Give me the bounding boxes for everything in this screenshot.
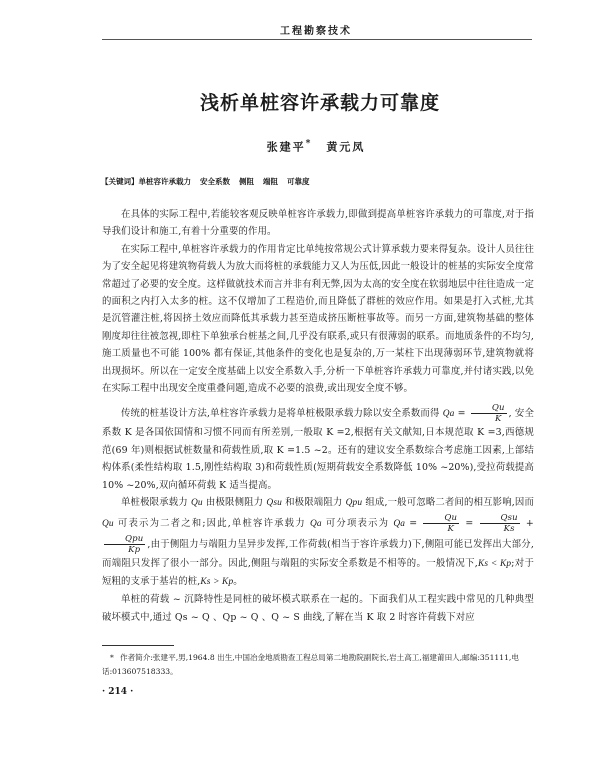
equals-sign: = <box>465 517 474 529</box>
numerator: Qu <box>423 513 459 524</box>
paragraph-3 <box>102 403 534 494</box>
footnote-text: 作者简介:张建平,男,1964.8 出生,中国冶金地质勘查工程总局第二地勘院副院长,岩土高工,福建莆田人,邮编:351111,电话:013607518333。 <box>102 653 519 676</box>
paragraph-4 <box>102 494 534 591</box>
paragraph-3-lead: 传统的桩基设计方法,单柱容许承载力是将单桩极限承载力除以安全系数而得 <box>121 408 443 420</box>
article-title: 浅析单桩容许承载力可靠度 <box>199 92 440 114</box>
header-rule <box>102 39 532 40</box>
keywords-label: 【关键词】 <box>101 177 139 186</box>
inequality-ks-gt-kp: Ks > Kp <box>200 576 234 587</box>
article-body <box>102 206 534 626</box>
author-footnote <box>102 651 534 678</box>
symbol-qu: Qu <box>191 498 203 509</box>
formula-qa: Qa <box>442 409 455 420</box>
text: 组成,一般可忽略二者间的相互影响,因而 <box>362 497 534 509</box>
plus-sign: + <box>525 517 534 529</box>
running-header: 工程勘察技术 <box>280 26 352 37</box>
author-line <box>100 138 532 155</box>
symbol-qsu: Qsu <box>266 498 282 509</box>
text: 。 <box>233 575 243 587</box>
paragraph-3-body: 安全系数 K 是各国依国情和习惯不同而有所差别,一般取 K =2,根据有关文献知,日本规范取 K =3,西德规范(69 年)则根据试桩数量和荷载性质,取 K =1.5 ~2。还有的建议安全系数综合考虑施工因素,上部结构体系(柔性结构取 1.5,刚性结构取 3)和荷载性质(短期荷载安全系数降低 10% ~20%),受拉荷载提高 10% ~20%,双向循环荷载 K 适当提高。 <box>102 408 534 491</box>
denominator: K <box>494 414 502 425</box>
symbol-qa: Qa <box>393 518 406 529</box>
comma: , <box>508 408 512 420</box>
symbol-qpu: Qpu <box>345 498 363 509</box>
fraction-qpu-over-kp <box>104 534 145 555</box>
denominator: Ks <box>503 523 515 534</box>
paragraph-1: 在具体的实际工程中,若能较客观反映单桩容许承载力,即做到提高单桩容许承载力的可靠度,对于指导我们设计和施工,有着十分重要的作用。 <box>102 209 534 238</box>
denominator: K <box>447 523 455 534</box>
keyword: 端阻 <box>263 177 278 186</box>
text: 由极限侧阻力 <box>202 497 267 509</box>
footnote-rule <box>102 645 174 646</box>
footnote-mark: * <box>110 653 114 662</box>
fraction-qu-over-k <box>423 513 459 534</box>
text: 单桩极限承载力 <box>121 497 192 509</box>
inequality-ks-lt-kp: Ks < Kp <box>477 558 512 569</box>
text: ,由于侧阻力与端阻力呈异步发挥,工作荷载(相当于容许承载力)下,侧阻可能已发挥出大部分,而端阻只发挥了很小一部分。因此,侧阻与端阻的实际安全系数是不相等的。一般情况下, <box>102 538 534 569</box>
equals-sign: = <box>457 408 466 420</box>
keyword: 可靠度 <box>287 177 310 186</box>
author-footnote-mark: * <box>305 138 313 149</box>
keyword: 单桩容许承载力 <box>138 177 191 186</box>
text: 可表示为二者之和;因此,单桩容许承载力 <box>113 517 310 529</box>
text: ;对于短粗的支承于基岩的桩, <box>102 557 535 587</box>
numerator: Qpu <box>104 534 145 545</box>
author-second: 黄元凤 <box>326 140 366 154</box>
keywords <box>101 176 319 187</box>
symbol-qu: Qu <box>102 518 114 529</box>
author-first: 张建平 <box>266 140 306 154</box>
fraction-qu-over-k <box>471 403 507 424</box>
text: 可分项表示为 <box>321 517 394 529</box>
fraction-qsu-over-ks <box>480 513 520 534</box>
numerator: Qsu <box>480 513 520 524</box>
equals-sign: = <box>409 517 418 529</box>
page-number: · 214 · <box>102 687 134 697</box>
text: 和极限端阻力 <box>281 497 346 509</box>
paragraph-2: 在实际工程中,单桩容许承载力的作用肯定比单纯按常规公式计算承载力要来得复杂。设计人员往往为了安全起见将建筑物荷载人为放大而将桩的承载能力又人为压低,因此一般设计的桩基的实际安全度常常超过了必要的安全度。这样做就技术而言并非有利无弊,因为太高的安全度在软弱地层中往往造成一定的面积之内打入太多的桩。这不仅增加了工程造价,而且降低了群桩的效应作用。如果是打入式桩,尤其是沉管灌注桩,将因挤土效应而降低其承载力甚至造成挤压断桩事故等。而另一方面,建筑物基础的整体刚度却往往被忽视,即柱下单独承台桩基之间,几乎没有联系,或只有很薄弱的联系。而地质条件的不均匀,施工质量也不可能 100% 都有保证,其他条件的变化也是复杂的,万一某柱下出现薄弱环节,建筑物就将出现损坏。所以在一定安全度基础上以安全系数入手,分析一下单桩容许承载力可靠度,并付诸实践,以免在实际工程中出现安全度重叠问题,造成不必要的浪费,或出现安全度不够。 <box>102 243 534 395</box>
denominator: Kp <box>128 544 141 555</box>
numerator: Qu <box>471 403 507 414</box>
symbol-qa: Qa <box>309 518 322 529</box>
keyword: 安全系数 <box>200 177 230 186</box>
paragraph-5: 单桩的荷载 ~ 沉降特性是同桩的破坏模式联系在一起的。下面我们从工程实践中常见的几种典型破坏模式中,通过 Qs ~ Q 、Qp ~ Q 、Q ~ S 曲线,了解在当 K 取 2 时容许荷载下对应 <box>102 594 534 623</box>
keyword: 侧阻 <box>239 177 254 186</box>
